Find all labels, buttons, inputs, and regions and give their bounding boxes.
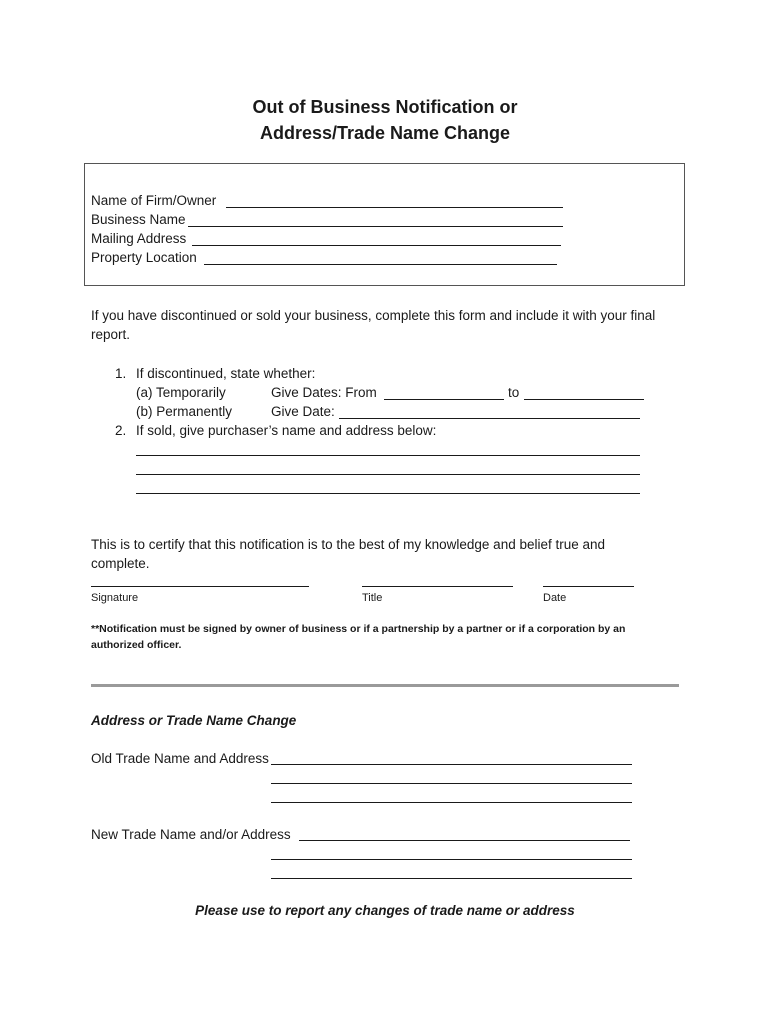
old-trade-name-label: Old Trade Name and Address [91,751,269,766]
footer-instruction: Please use to report any changes of trade name or address [195,903,575,918]
option-permanently-label: (b) Permanently [136,404,233,419]
old-trade-name-line-1[interactable] [271,764,632,765]
purchaser-line-1[interactable] [136,455,640,456]
item2-number: 2. [115,423,127,438]
mailing-address-label: Mailing Address [91,231,187,246]
property-location-label: Property Location [91,250,197,265]
signature-note-line2: authorized officer. [91,639,182,651]
form-title-line2: Address/Trade Name Change [259,123,511,143]
change-section-heading: Address or Trade Name Change [91,713,297,728]
section-divider [91,684,679,687]
item1-number: 1. [115,366,127,381]
new-trade-name-label: New Trade Name and/or Address [91,827,291,842]
intro-text-line2: report. [91,327,131,342]
signature-field[interactable] [91,586,309,587]
certify-text-line2: complete. [91,556,150,571]
temp-from-date-field[interactable] [384,399,504,400]
new-trade-name-line-1[interactable] [299,840,630,841]
purchaser-line-2[interactable] [136,474,640,475]
new-trade-name-line-3[interactable] [271,878,632,879]
temp-to-label: to [508,385,520,400]
firm-name-field[interactable] [226,207,563,208]
option-temporarily-label: (a) Temporarily [136,385,226,400]
signature-label: Signature [91,592,139,604]
certify-text-line1: This is to certify that this notification is to the best of my knowledge and belief true and [91,537,606,552]
business-name-field[interactable] [188,226,563,227]
mailing-address-field[interactable] [192,245,561,246]
item1-text: If discontinued, state whether: [136,366,316,381]
title-label: Title [362,592,383,604]
date-label: Date [543,592,567,604]
item2-text: If sold, give purchaser’s name and address below: [136,423,437,438]
signature-note-line1: **Notification must be signed by owner of business or if a partnership by a partner or if a corporation by an [91,623,626,635]
temp-dates-from-label: Give Dates: From [271,385,377,400]
old-trade-name-line-3[interactable] [271,802,632,803]
perm-date-field[interactable] [339,418,640,419]
form-title-line1: Out of Business Notification or [252,97,518,117]
business-name-label: Business Name [91,212,186,227]
property-location-field[interactable] [204,264,557,265]
new-trade-name-line-2[interactable] [271,859,632,860]
old-trade-name-line-2[interactable] [271,783,632,784]
purchaser-line-3[interactable] [136,493,640,494]
firm-name-label: Name of Firm/Owner [91,193,217,208]
title-field[interactable] [362,586,513,587]
date-field[interactable] [543,586,634,587]
intro-text-line1: If you have discontinued or sold your business, complete this form and include it with your final [91,308,656,323]
perm-date-label: Give Date: [271,404,335,419]
temp-to-date-field[interactable] [524,399,644,400]
